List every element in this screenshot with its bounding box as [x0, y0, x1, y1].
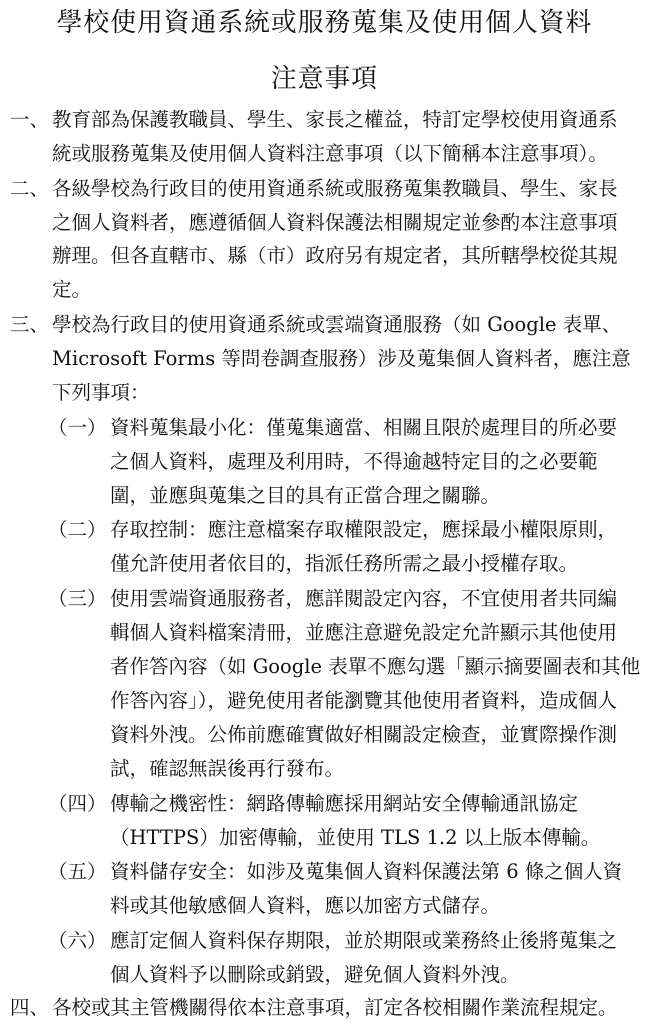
paragraph-line: Microsoft Forms 等問卷調查服務）涉及蒐集個人資料者，應注意 — [52, 347, 631, 370]
paragraph-line: 各校或其主管機關得依本注意事項，訂定各校相關作業流程規定。 — [52, 996, 618, 1019]
paragraph-line: 個人資料予以刪除或銷毀，避免個人資料外洩。 — [110, 963, 520, 986]
paragraph-line: 學校為行政目的使用資通系統或雲端資通服務（如 Google 表單、 — [52, 313, 622, 336]
subsection-marker: （五） — [48, 860, 107, 883]
paragraph-line: 圍，並應與蒐集之目的具有正當合理之關聯。 — [110, 484, 501, 507]
subsection-marker: （六） — [48, 929, 107, 952]
paragraph-line: 資料儲存安全：如涉及蒐集個人資料保護法第 6 條之個人資 — [110, 860, 623, 883]
paragraph-line: 統或服務蒐集及使用個人資料注意事項（以下簡稱本注意事項）。 — [52, 142, 608, 165]
paragraph-line: 下列事項： — [52, 381, 150, 404]
paragraph-line: 料或其他敏感個人資料，應以加密方式儲存。 — [110, 894, 501, 917]
subsection-marker: （四） — [48, 792, 107, 815]
section-marker: 三、 — [10, 313, 50, 336]
paragraph-line: 使用雲端資通服務者，應詳閱設定內容，不宜使用者共同編 — [110, 587, 618, 610]
paragraph-line: 僅允許使用者依目的，指派任務所需之最小授權存取。 — [110, 552, 579, 575]
paragraph-line: 各級學校為行政目的使用資通系統或服務蒐集教職員、學生、家長 — [52, 177, 618, 200]
paragraph-line: 辦理。但各直轄市、縣（市）政府另有規定者，其所轄學校從其規 — [52, 244, 618, 267]
paragraph-line: 試，確認無誤後再行發布。 — [110, 757, 345, 780]
paragraph-line: 資料蒐集最小化：僅蒐集適當、相關且限於處理目的所必要 — [110, 416, 618, 439]
paragraph-line: 教育部為保護教職員、學生、家長之權益，特訂定學校使用資通系 — [52, 108, 618, 131]
section-marker: 二、 — [10, 177, 50, 200]
paragraph-line: 存取控制：應注意檔案存取權限設定，應採最小權限原則， — [110, 518, 618, 541]
paragraph-line: 之個人資料者，應遵循個人資料保護法相關規定並參酌本注意事項 — [52, 211, 618, 234]
paragraph-line: 資料外洩。公佈前應確實做好相關設定檢查，並實際操作測 — [110, 723, 618, 746]
paragraph-line: 定。 — [52, 278, 92, 301]
paragraph-line: 者作答內容（如 Google 表單不應勾選「顯示摘要圖表和其他 — [110, 655, 641, 678]
paragraph-line: 傳輸之機密性：網路傳輸應採用網站安全傳輸通訊協定 — [110, 792, 579, 815]
section-marker: 一、 — [10, 108, 50, 131]
paragraph-line: 應訂定個人資料保存期限，並於期限或業務終止後將蒐集之 — [110, 929, 618, 952]
paragraph-line: （HTTPS）加密傳輸，並使用 TLS 1.2 以上版本傳輸。 — [110, 826, 601, 849]
paragraph-line: 輯個人資料檔案清冊，並應注意避免設定允許顯示其他使用 — [110, 621, 618, 644]
section-marker: 四、 — [10, 996, 50, 1019]
document-title-line-1: 學校使用資通系統或服務蒐集及使用個人資料 — [56, 8, 593, 38]
document-title-line-2: 注意事項 — [270, 64, 379, 94]
paragraph-line: 之個人資料，處理及利用時，不得逾越特定目的之必要範 — [110, 450, 598, 473]
subsection-marker: （三） — [48, 587, 107, 610]
paragraph-line: 作答內容」），避免使用者能瀏覽其他使用者資料，造成個人 — [110, 689, 618, 712]
subsection-marker: （二） — [48, 518, 107, 541]
subsection-marker: （一） — [48, 416, 107, 439]
